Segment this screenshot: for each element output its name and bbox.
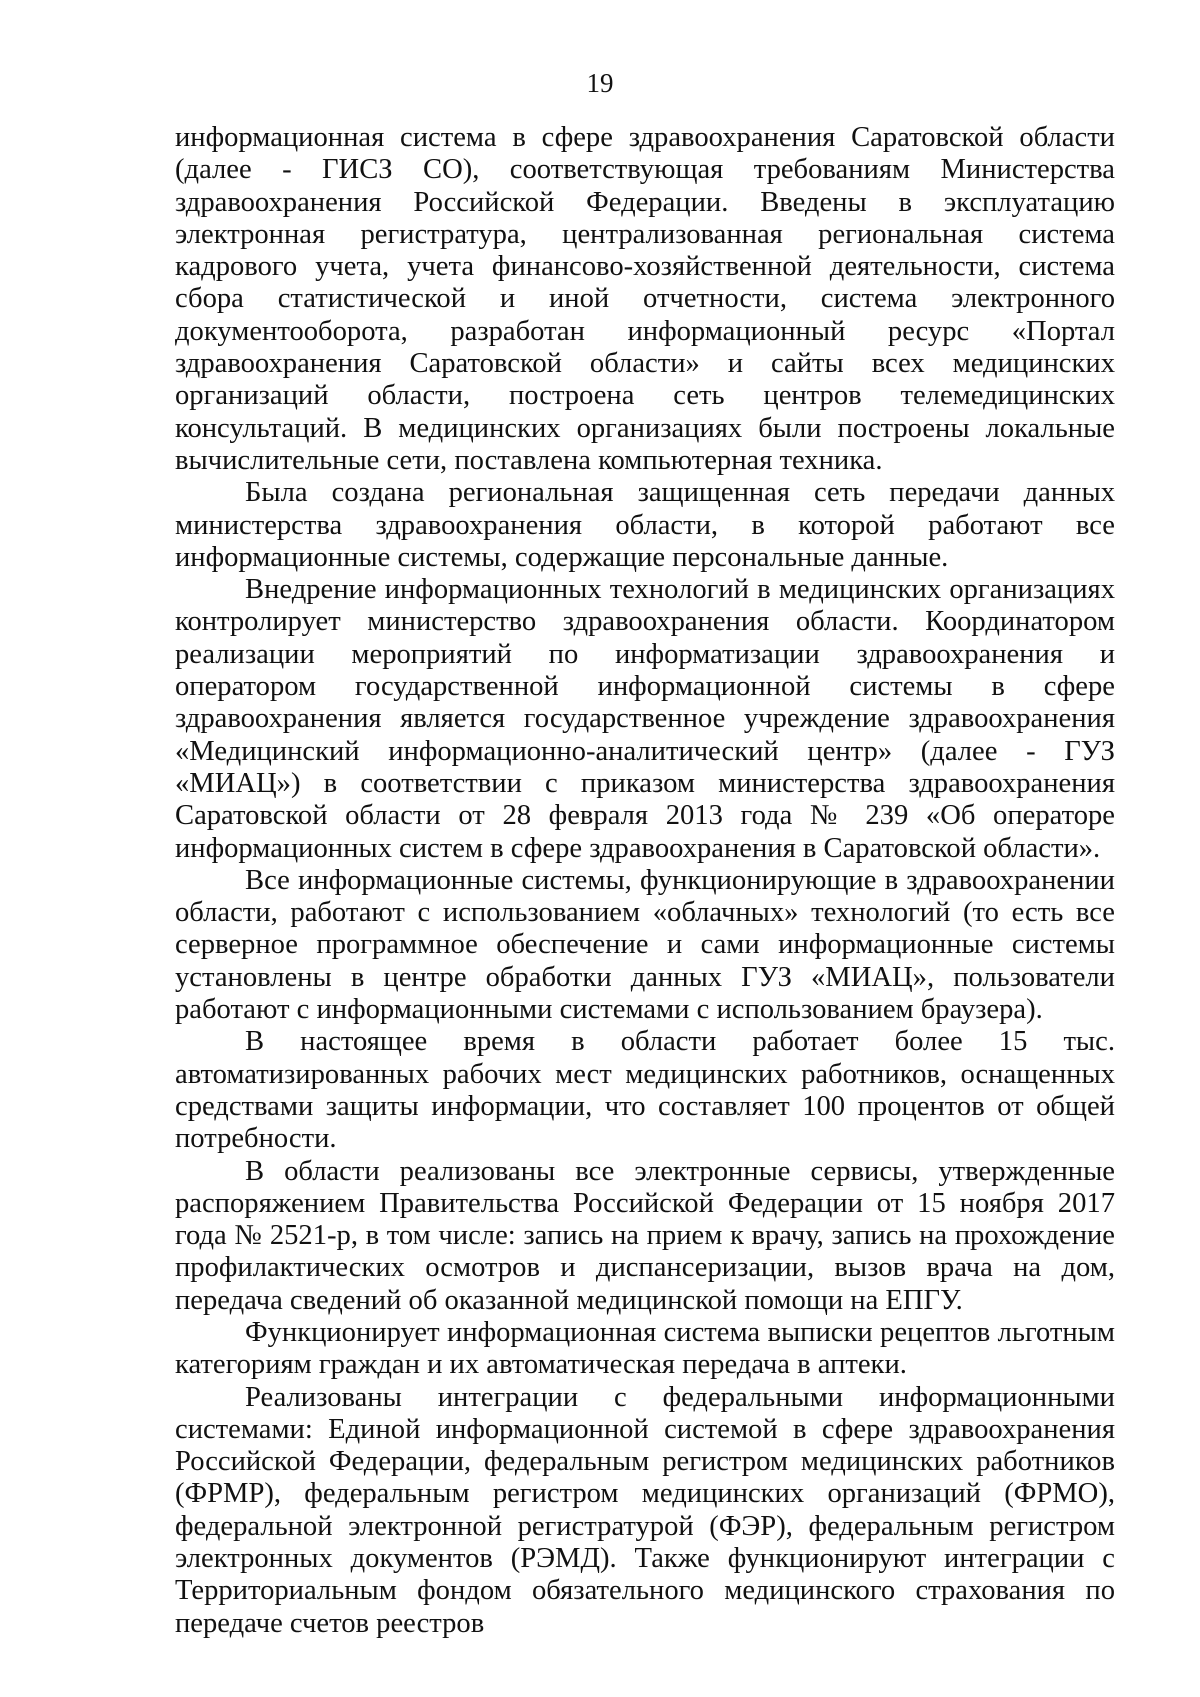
paragraph-secure-network: Была создана региональная защищенная сеть передачи данных министерства здравоохранения области, в которой работают все информационные системы, содержащие персональные данные. [175, 477, 1115, 573]
document-body [175, 122, 1115, 1640]
paragraph-federal-integrations: Реализованы интеграции с федеральными информационными системами: Единой информационной системой в сфере здравоохранения Российской Федерации, федеральным регистром медицинских работников (ФРМР), федеральным регистром медицинских организаций (ФРМО), федеральной электронной регистратурой (ФЭР), федеральным регистром электронных документов (РЭМД). Также функционируют интеграции с Территориальным фондом обязательного медицинского страхования по передаче счетов реестров [175, 1381, 1115, 1639]
paragraph-electronic-services: В области реализованы все электронные сервисы, утвержденные распоряжением Правительства Российской Федерации от 15 ноября 2017 года № 2521-р, в том числе: запись на прием к врачу, запись на прохождение профилактических осмотров и диспансеризации, вызов врача на дом, передача сведений об оказанной медицинской помощи на ЕПГУ. [175, 1155, 1115, 1316]
paragraph-cloud-technologies: Все информационные системы, функционирующие в здравоохранении области, работают с использованием «облачных» технологий (то есть все серверное программное обеспечение и сами информационные системы установлены в центре обработки данных ГУЗ «МИАЦ», пользователи работают с информационными системами с использованием браузера). [175, 864, 1115, 1026]
paragraph-workstations: В настоящее время в области работает более 15 тыс. автоматизированных рабочих мест медицинских работников, оснащенных средствами защиты информации, что составляет 100 процентов от общей потребности. [175, 1026, 1115, 1155]
page-number: 19 [586, 68, 614, 98]
paragraph-prescriptions: Функционирует информационная система выписки рецептов льготным категориям граждан и их автоматическая передача в аптеки. [175, 1316, 1115, 1381]
paragraph-gisz-continuation: информационная система в сфере здравоохранения Саратовской области (далее - ГИСЗ СО), соответствующая требованиям Министерства здравоохранения Российской Федерации. Введены в эксплуатацию электронная регистратура, централизованная региональная система кадрового учета, учета финансово-хозяйственной деятельности, система сбора статистической и иной отчетности, система электронного документооборота, разработан информационный ресурс «Портал здравоохранения Саратовской области» и сайты всех медицинских организаций области, построена сеть центров телемедицинских консультаций. В медицинских организациях были построены локальные вычислительные сети, поставлена компьютерная техника. [175, 122, 1115, 476]
paragraph-miac-coordinator: Внедрение информационных технологий в медицинских организациях контролирует министерство здравоохранения области. Координатором реализации мероприятий по информатизации здравоохранения и оператором государственной информационной системы в сфере здравоохранения является государственное учреждение здравоохранения «Медицинский информационно-аналитический центр» (далее - ГУЗ «МИАЦ») в соответствии с приказом министерства здравоохранения Саратовской области от 28 февраля 2013 года № 239 «Об операторе информационных систем в сфере здравоохранения в Саратовской области». [175, 574, 1115, 864]
